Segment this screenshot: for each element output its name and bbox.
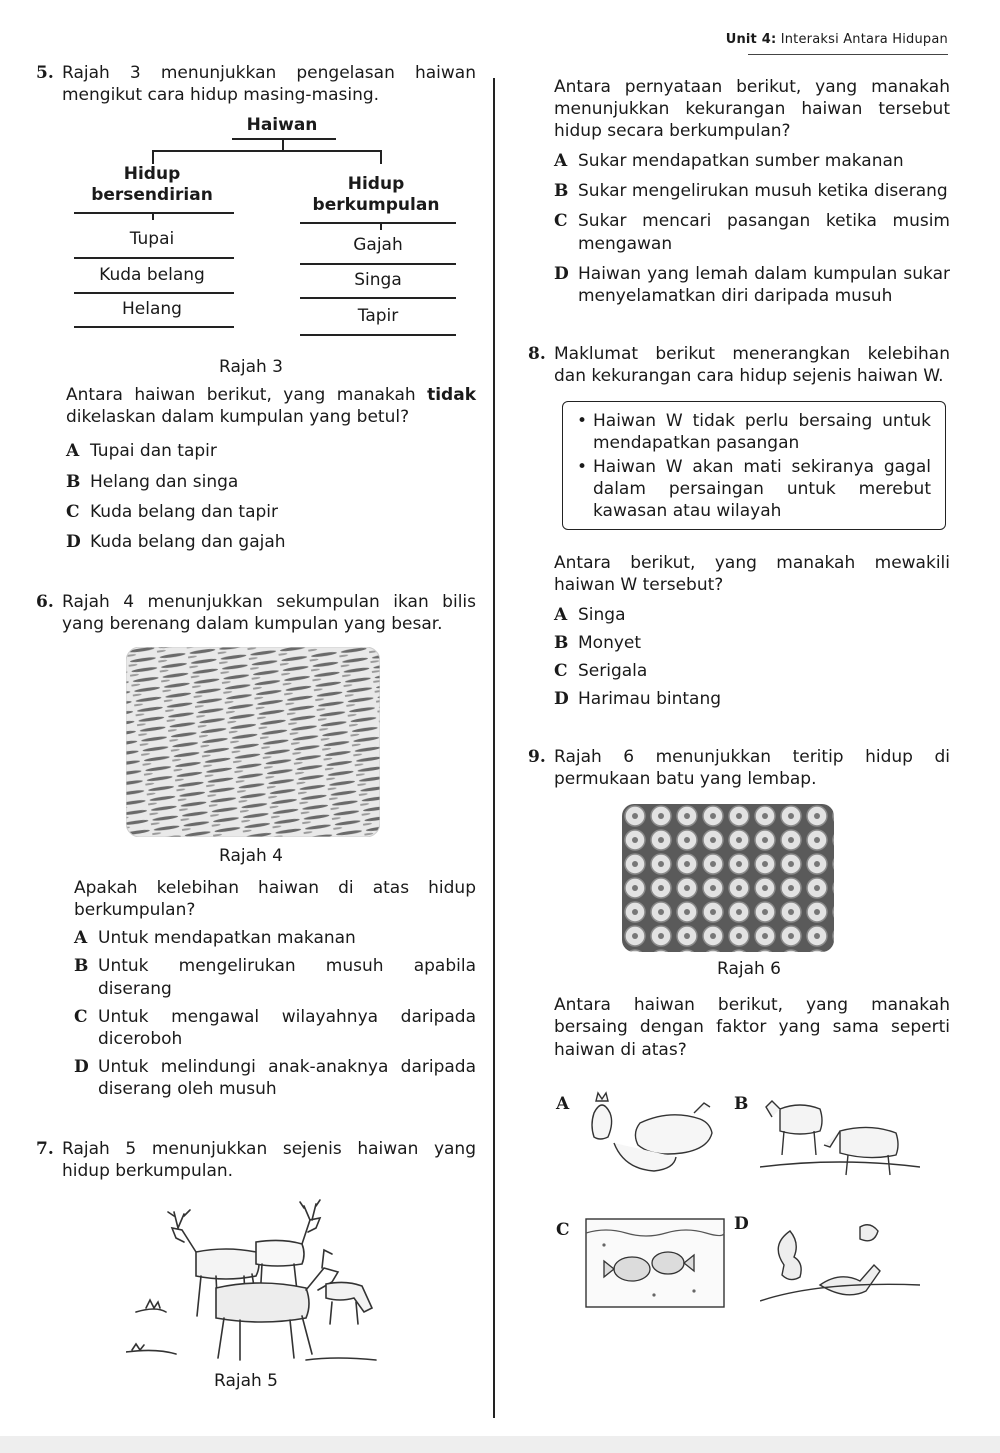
question-number: 5.: [36, 63, 54, 83]
option-text: Singa: [578, 604, 626, 625]
option-text: Haiwan yang lemah dalam kumpulan sukar menyelamatkan diri daripada musuh: [578, 263, 950, 306]
option-letter: D: [66, 531, 81, 552]
question-prompt: Antara berikut, yang manakah mewakili haiwan W tersebut?: [554, 552, 950, 595]
question-number: 8.: [528, 343, 546, 364]
option-a[interactable]: [554, 150, 950, 172]
question-prompt: Apakah kelebihan haiwan di atas hidup berkumpulan?: [74, 878, 476, 921]
options-list: [554, 604, 950, 710]
page-header: [726, 32, 948, 49]
tree-left-item: Tupai: [129, 229, 175, 250]
option-letter: C: [554, 211, 568, 232]
tree-left-item: Helang: [122, 299, 182, 320]
classification-tree: [72, 112, 440, 352]
prompt-text: Antara haiwan berikut, yang manakah: [66, 385, 428, 406]
answer-pictures: [528, 1083, 950, 1313]
bullet-text: Haiwan W akan mati sekiranya gagal dalam persaingan untuk merebut kawasan atau wilayah: [593, 457, 931, 522]
question-stem: Rajah 3 menunjukkan pengelasan haiwan mengikut cara hidup masing-masing.: [62, 63, 476, 106]
question-number: 9.: [528, 747, 546, 768]
option-text: Tupai dan tapir: [90, 441, 217, 462]
option-a[interactable]: [66, 440, 476, 462]
option-letter: B: [66, 471, 81, 492]
option-text: Harimau bintang: [578, 688, 722, 709]
option-b[interactable]: [554, 632, 950, 654]
options-list: [74, 927, 476, 1100]
info-box: [562, 401, 946, 529]
tree-rule: [74, 292, 234, 294]
option-letter: C: [66, 501, 80, 522]
figure-caption: Rajah 6: [717, 959, 781, 980]
picture-option-a-label[interactable]: A: [556, 1093, 570, 1114]
tree-rule: [74, 326, 234, 328]
question-stem: Rajah 6 menunjukkan teritip hidup di permukaan batu yang lembap.: [554, 747, 950, 790]
tree-head-line: bersendirian: [91, 185, 213, 206]
tree-rule: [300, 334, 456, 336]
option-c[interactable]: [66, 501, 476, 523]
figure-caption: Rajah 3: [219, 357, 283, 378]
option-letter: C: [554, 660, 568, 681]
option-d[interactable]: [66, 531, 476, 553]
bottom-margin-strip: [0, 1436, 1000, 1453]
option-letter: A: [554, 151, 568, 172]
option-letter: D: [554, 688, 569, 709]
right-column: [528, 76, 950, 1313]
tree-rule: [74, 212, 234, 214]
option-text: Kuda belang dan tapir: [90, 501, 279, 522]
option-letter: B: [554, 632, 569, 653]
option-letter: A: [554, 604, 568, 625]
antelopes-illustration[interactable]: [760, 1085, 920, 1181]
unit-title: Interaksi Antara Hidupan: [780, 32, 948, 47]
option-text: Kuda belang dan gajah: [90, 531, 286, 552]
option-text: Untuk mengawal wilayahnya daripada diceroboh: [98, 1006, 476, 1049]
tree-rule: [232, 138, 336, 140]
option-text: Sukar mendapatkan sumber makanan: [578, 151, 904, 172]
barnacles-photo: [622, 804, 834, 952]
option-text: Monyet: [578, 632, 642, 653]
question-9: [528, 746, 950, 1313]
tree-left-item: Kuda belang: [99, 265, 205, 286]
tree-connector: [380, 222, 382, 230]
tree-root: Haiwan: [246, 115, 318, 136]
header-rule: [748, 54, 948, 55]
tree-head-line: berkumpulan: [312, 195, 440, 216]
question-number: 6.: [36, 591, 54, 612]
question-7-continuation: [528, 76, 950, 307]
option-text: Helang dan singa: [90, 471, 239, 492]
option-text: Untuk mendapatkan makanan: [98, 928, 356, 949]
question-stem: Rajah 4 menunjukkan sekumpulan ikan bilis yang berenang dalam kumpulan yang besar.: [62, 591, 476, 634]
option-letter: A: [74, 928, 88, 949]
cats-illustration[interactable]: [584, 1083, 726, 1179]
tree-connector: [380, 150, 382, 164]
bullet-text: Haiwan W tidak perlu bersaing untuk mendapatkan pasangan: [593, 411, 931, 454]
option-letter: B: [554, 181, 569, 202]
picture-option-c-label[interactable]: C: [556, 1219, 570, 1240]
tree-left-head: [62, 164, 242, 207]
squirrel-bird-illustration[interactable]: [760, 1215, 920, 1311]
option-text: Untuk melindungi anak-anaknya daripada diserang oleh musuh: [98, 1056, 476, 1099]
option-c[interactable]: [74, 1006, 476, 1050]
option-b[interactable]: [74, 955, 476, 999]
option-text: Serigala: [578, 660, 648, 681]
tree-rule: [74, 257, 234, 259]
tree-connector: [282, 138, 284, 150]
tree-rule: [300, 263, 456, 265]
options-list: [66, 440, 476, 552]
option-letter: C: [74, 1006, 88, 1027]
question-stem: Maklumat berikut menerangkan kelebihan dan kekurangan cara hidup sejenis haiwan W.: [554, 343, 950, 386]
figure-slot: [36, 1192, 476, 1370]
bullet-icon: •: [577, 457, 588, 478]
figure-caption: Rajah 5: [214, 1371, 278, 1392]
prompt-emphasis: tidak: [427, 385, 476, 406]
tree-right-item: Tapir: [357, 306, 399, 327]
picture-option-d-label[interactable]: D: [734, 1213, 749, 1234]
option-c[interactable]: [554, 660, 950, 682]
question-6: [36, 591, 476, 1100]
option-text: Untuk mengelirukan musuh apabila diserang: [98, 956, 476, 999]
picture-option-b-label[interactable]: B: [734, 1093, 749, 1114]
tree-right-item: Singa: [354, 270, 402, 291]
option-b[interactable]: [66, 471, 476, 493]
option-c[interactable]: [554, 210, 950, 254]
option-d[interactable]: [554, 688, 950, 710]
left-column: [36, 62, 476, 1392]
figure-caption: Rajah 4: [219, 846, 283, 867]
option-letter: B: [74, 956, 89, 977]
option-letter: D: [74, 1056, 89, 1077]
question-number: 7.: [36, 1138, 54, 1159]
tree-connector: [152, 212, 154, 220]
tree-connector: [152, 150, 380, 152]
tree-rule: [300, 222, 456, 224]
deer-herd-illustration: [126, 1192, 386, 1368]
question-8: [528, 343, 950, 710]
figure-slot: [36, 643, 476, 843]
bullet-icon: •: [577, 411, 588, 432]
tree-head-line: Hidup: [123, 164, 181, 185]
option-a[interactable]: [74, 927, 476, 949]
option-text: Sukar mengelirukan musuh ketika diserang: [578, 181, 948, 202]
fish-tank-illustration[interactable]: [584, 1215, 726, 1311]
prompt-text: dikelaskan dalam kumpulan yang betul?: [66, 407, 410, 428]
question-prompt: Antara haiwan berikut, yang manakah bersaing dengan faktor yang sama seperti haiwan di atas?: [554, 995, 950, 1060]
column-divider: [493, 78, 495, 1418]
options-list: [554, 150, 950, 307]
tree-connector: [152, 150, 154, 164]
option-d[interactable]: [74, 1056, 476, 1100]
anchovy-school-photo: [126, 647, 380, 837]
option-letter: D: [554, 263, 569, 284]
option-b[interactable]: [554, 180, 950, 202]
figure-slot: [528, 804, 950, 954]
question-5: [36, 62, 476, 553]
info-bullet: [577, 410, 931, 454]
question-prompt: [66, 384, 476, 428]
question-prompt: Antara pernyataan berikut, yang manakah menunjukkan kekurangan haiwan tersebut hidup secara berkumpulan?: [554, 77, 950, 142]
tree-rule: [300, 297, 456, 299]
unit-number: Unit 4:: [725, 32, 777, 47]
option-d[interactable]: [554, 263, 950, 307]
option-a[interactable]: [554, 604, 950, 626]
option-text: Sukar mencari pasangan ketika musim mengawan: [578, 211, 950, 254]
option-letter: A: [66, 441, 80, 462]
tree-head-line: Hidup: [347, 174, 405, 195]
tree-right-item: Gajah: [353, 235, 403, 256]
question-7: [36, 1138, 476, 1392]
tree-right-head: [286, 174, 466, 217]
info-bullet: [577, 456, 931, 522]
question-stem: Rajah 5 menunjukkan sejenis haiwan yang hidup berkumpulan.: [62, 1138, 476, 1182]
